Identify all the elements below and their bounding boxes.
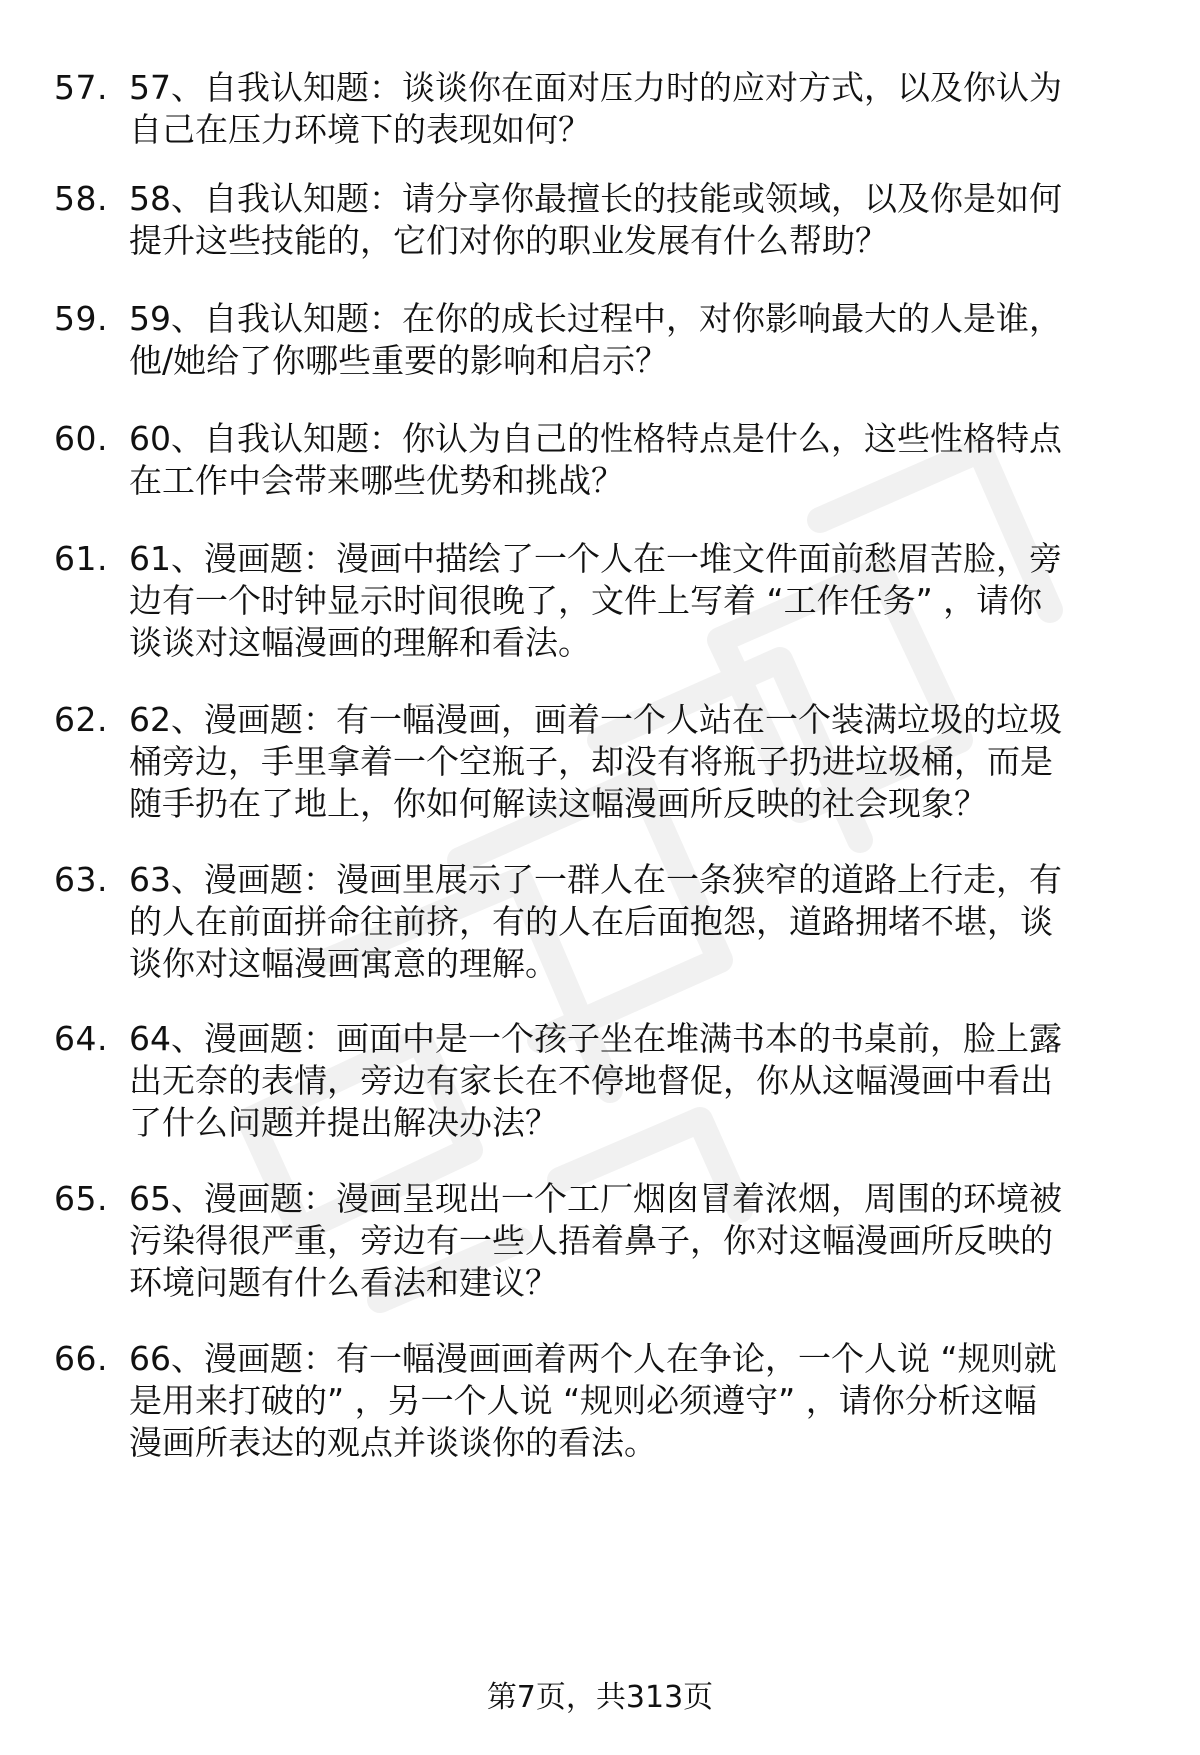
item-number: 58. (54, 179, 108, 218)
item-text-line: 环境问题有什么看法和建议？ (129, 1263, 558, 1302)
item-text-line: 边有一个时钟显示时间很晚了，文件上写着 “工作任务” ，请你 (129, 581, 1043, 620)
page-number-footer: 第7页，共313页 (486, 1680, 714, 1715)
item-text-line: 的人在前面拼命往前挤，有的人在后面抱怨，道路拥堵不堪，谈 (129, 902, 1053, 941)
item-text-line: 59、自我认知题：在你的成长过程中，对你影响最大的人是谁， (129, 299, 1062, 338)
item-text-line: 出无奈的表情，旁边有家长在不停地督促，你从这幅漫画中看出 (129, 1061, 1053, 1100)
item-number: 63. (54, 860, 108, 899)
item-text-line: 污染得很严重，旁边有一些人捂着鼻子，你对这幅漫画所反映的 (129, 1221, 1053, 1260)
item-text-line: 65、漫画题：漫画呈现出一个工厂烟囱冒着浓烟，周围的环境被 (129, 1179, 1062, 1218)
item-text-line: 63、漫画题：漫画里展示了一群人在一条狭窄的道路上行走，有 (129, 860, 1062, 899)
item-number: 64. (54, 1019, 108, 1058)
item-number: 62. (54, 700, 108, 739)
item-text-line: 谈谈对这幅漫画的理解和看法。 (129, 623, 591, 662)
item-text-line: 随手扔在了地上，你如何解读这幅漫画所反映的社会现象？ (129, 784, 987, 823)
item-text-line: 桶旁边，手里拿着一个空瓶子，却没有将瓶子扔进垃圾桶，而是 (129, 742, 1053, 781)
item-text-line: 自己在压力环境下的表现如何？ (129, 110, 591, 149)
item-text-line: 漫画所表达的观点并谈谈你的看法。 (129, 1423, 657, 1462)
item-text-line: 61、漫画题：漫画中描绘了一个人在一堆文件面前愁眉苦脸，旁 (129, 539, 1062, 578)
item-text-line: 66、漫画题：有一幅漫画画着两个人在争论，一个人说 “规则就 (129, 1339, 1057, 1378)
item-number: 65. (54, 1179, 108, 1218)
item-text-line: 60、自我认知题：你认为自己的性格特点是什么，这些性格特点 (129, 419, 1062, 458)
item-text-line: 谈你对这幅漫画寓意的理解。 (129, 944, 558, 983)
item-text-line: 57、自我认知题：谈谈你在面对压力时的应对方式，以及你认为 (129, 68, 1062, 107)
item-text-line: 他/她给了你哪些重要的影响和启示？ (129, 341, 669, 380)
item-text-line: 是用来打破的” ，另一个人说 “规则必须遵守” ，请你分析这幅 (129, 1381, 1037, 1420)
item-text-line: 在工作中会带来哪些优势和挑战？ (129, 461, 624, 500)
item-text-line: 58、自我认知题：请分享你最擅长的技能或领域，以及你是如何 (129, 179, 1062, 218)
item-number: 66. (54, 1339, 108, 1378)
item-number: 60. (54, 419, 108, 458)
item-text-line: 62、漫画题：有一幅漫画，画着一个人站在一个装满垃圾的垃圾 (129, 700, 1062, 739)
item-number: 61. (54, 539, 108, 578)
item-text-line: 提升这些技能的，它们对你的职业发展有什么帮助？ (129, 221, 888, 260)
item-number: 57. (54, 68, 108, 107)
item-number: 59. (54, 299, 108, 338)
item-text-line: 64、漫画题：画面中是一个孩子坐在堆满书本的书桌前，脸上露 (129, 1019, 1062, 1058)
item-text-line: 了什么问题并提出解决办法？ (129, 1103, 558, 1142)
